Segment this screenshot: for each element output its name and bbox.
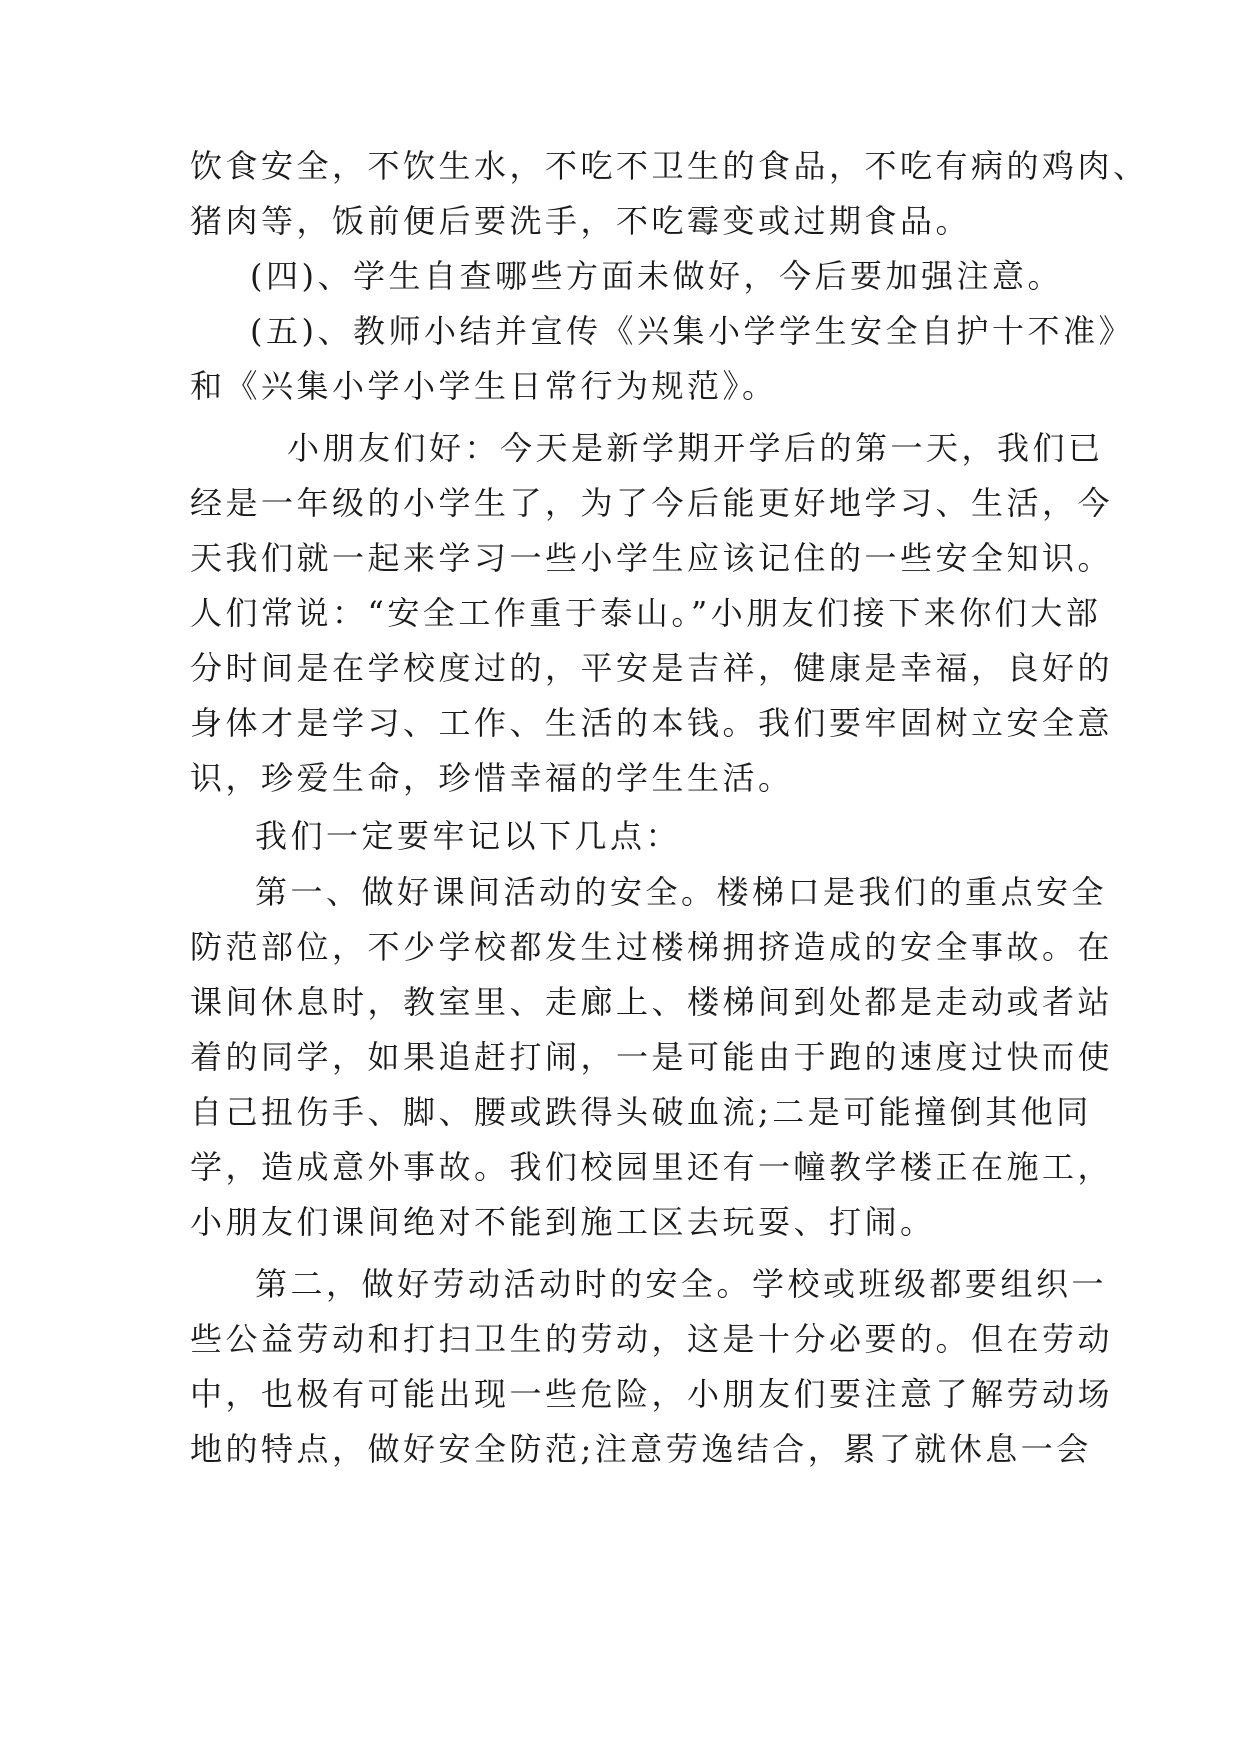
text-line: 人们常说：“安全工作重于泰山。”小朋友们接下来你们大部 — [190, 594, 1102, 632]
text-line: 分时间是在学校度过的，平安是吉祥，健康是幸福，良好的 — [190, 649, 1114, 687]
text-line: 防范部位，不少学校都发生过楼梯拥挤造成的安全事故。在 — [190, 928, 1114, 966]
text-line: 中，也极有可能出现一些危险，小朋友们要注意了解劳动场 — [190, 1375, 1114, 1413]
text-line: 经是一年级的小学生了，为了今后能更好地学习、生活，今 — [190, 484, 1114, 522]
text-line: 和《兴集小学小学生日常行为规范》。 — [190, 367, 778, 405]
text-line: 着的同学，如果追赶打闹，一是可能由于跑的速度过快而使 — [190, 1038, 1114, 1076]
text-line: 课间休息时，教室里、走廊上、楼梯间到处都是走动或者站 — [190, 983, 1114, 1021]
text-line: 我们一定要牢记以下几点： — [255, 817, 682, 855]
text-line: 小朋友们好：今天是新学期开学后的第一天，我们已 — [287, 429, 1104, 467]
text-line: 学，造成意外事故。我们校园里还有一幢教学楼正在施工， — [190, 1148, 1114, 1186]
text-line: 身体才是学习、工作、生活的本钱。我们要牢固树立安全意 — [190, 704, 1114, 742]
text-line: 些公益劳动和打扫卫生的劳动，这是十分必要的。但在劳动 — [190, 1320, 1114, 1358]
text-line: 天我们就一起来学习一些小学生应该记住的一些安全知识。 — [190, 539, 1114, 577]
text-line: 自己扭伤手、脚、腰或跌得头破血流;二是可能撞倒其他同 — [190, 1093, 1092, 1131]
text-line: 小朋友们课间绝对不能到施工区去玩耍、打闹。 — [190, 1203, 936, 1241]
text-line: 识，珍爱生命，珍惜幸福的学生生活。 — [190, 759, 794, 797]
text-line: (五)、教师小结并宣传《兴集小学学生安全自护十不准》 — [250, 312, 1134, 350]
text-line: 第二，做好劳动活动时的安全。学校或班级都要组织一 — [255, 1265, 1108, 1303]
text-line: 地的特点，做好安全防范;注意劳逸结合，累了就休息一会 — [190, 1430, 1092, 1468]
text-line: (四)、学生自查哪些方面未做好，今后要加强注意。 — [250, 257, 1063, 295]
text-line: 第一、做好课间活动的安全。楼梯口是我们的重点安全 — [255, 873, 1108, 911]
text-line: 饮食安全，不饮生水，不吃不卫生的食品，不吃有病的鸡肉、 — [190, 147, 1149, 185]
text-line: 猪肉等，饭前便后要洗手，不吃霉变或过期食品。 — [190, 202, 972, 240]
